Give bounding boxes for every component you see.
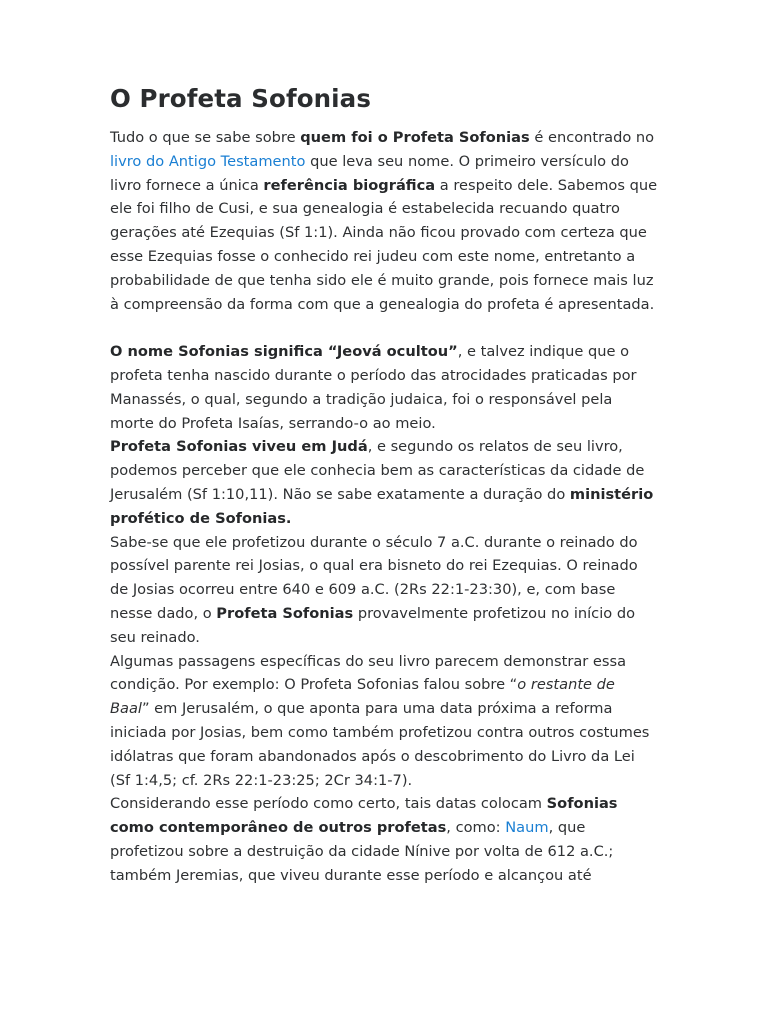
bold-text: Profeta Sofonias viveu em Judá xyxy=(110,438,368,456)
text-span: Algumas passagens específicas do seu livro parecem demonstrar essa condição. Por exemplo: O Profeta Sofonias falou sobre “ xyxy=(110,652,627,694)
bold-text: quem foi o Profeta Sofonias xyxy=(300,129,530,146)
text-span: que leva seu nome. O primeiro versículo do livro fornece a única xyxy=(110,152,629,194)
bold-text: referência biográfica xyxy=(263,176,436,194)
page-title: O Profeta Sofonias xyxy=(110,84,371,113)
text-span: Sabe-se que ele profetizou durante o século 7 a.C. durante o reinado do possível parente rei Josias, o qual era bisneto do rei Ezequias. O reinado de Josias ocorreu entre 640 e 609 a.C. (2Rs 22:1-23:30), e, com base nesse dado, o xyxy=(110,533,638,622)
paragraph-passagens xyxy=(110,650,658,793)
paragraph-contemporaneo xyxy=(110,792,658,887)
text-span: , que profetizou sobre a destruição da cidade Nínive por volta de 612 a.C.; também Jeremias, que viveu durante esse período e alcançou até xyxy=(110,819,614,884)
paragraph-intro xyxy=(110,126,658,316)
paragraph-juda xyxy=(110,435,658,530)
paragraph-seculo xyxy=(110,531,658,650)
text-span: a respeito dele. Sabemos que ele foi filho de Cusi, e sua genealogia é estabelecida recuando quatro gerações até Ezequias (Sf 1:1). Ainda não ficou provado com certeza que esse Ezequias fosse o conhecido rei judeu com este nome, entretanto a probabilidade de que tenha sido ele é muito grande, pois fornece mais luz à compreensão da forma com que a genealogia do profeta é apresentada. xyxy=(110,176,658,313)
text-span: , e segundo os relatos de seu livro, podemos perceber que ele conhecia bem as características da cidade de Jerusalém (Sf 1:10,11). Não se sabe exatamente a duração do xyxy=(110,438,645,503)
bold-text: ministério profético de Sofonias. xyxy=(110,485,654,527)
link-antigo-testamento[interactable]: livro do Antigo Testamento xyxy=(110,152,306,170)
bold-text: Profeta Sofonias xyxy=(216,604,354,622)
text-span: é encontrado no xyxy=(529,129,655,146)
italic-text: o restante de Baal xyxy=(110,676,615,718)
text-span: ” em Jerusalém, o que aponta para uma data próxima a reforma iniciada por Josias, bem como também profetizou contra outros costumes idólatras que foram abandonados após o descobrimento do Livro da Lei (Sf 1:4,5; cf. 2Rs 22:1-23:25; 2Cr 34:1-7). xyxy=(110,700,650,789)
text-span: , como: xyxy=(446,819,506,837)
bold-text: O nome Sofonias significa “Jeová ocultou” xyxy=(110,343,458,361)
bold-text: Sofonias como contemporâneo de outros profetas xyxy=(110,795,618,837)
text-span: provavelmente profetizou no início do seu reinado. xyxy=(110,604,636,646)
text-span: , e talvez indique que o profeta tenha nascido durante o período das atrocidades praticadas por Manassés, o qual, segundo a tradição judaica, foi o responsável pela morte do Profeta Isaías, serrando-o ao meio. xyxy=(110,343,637,432)
text-span: Tudo o que se sabe sobre xyxy=(110,129,301,146)
paragraph-nome xyxy=(110,340,658,435)
document-page xyxy=(110,80,658,888)
text-span: Considerando esse período como certo, tais datas colocam xyxy=(110,795,547,813)
link-naum[interactable]: Naum xyxy=(505,819,549,837)
